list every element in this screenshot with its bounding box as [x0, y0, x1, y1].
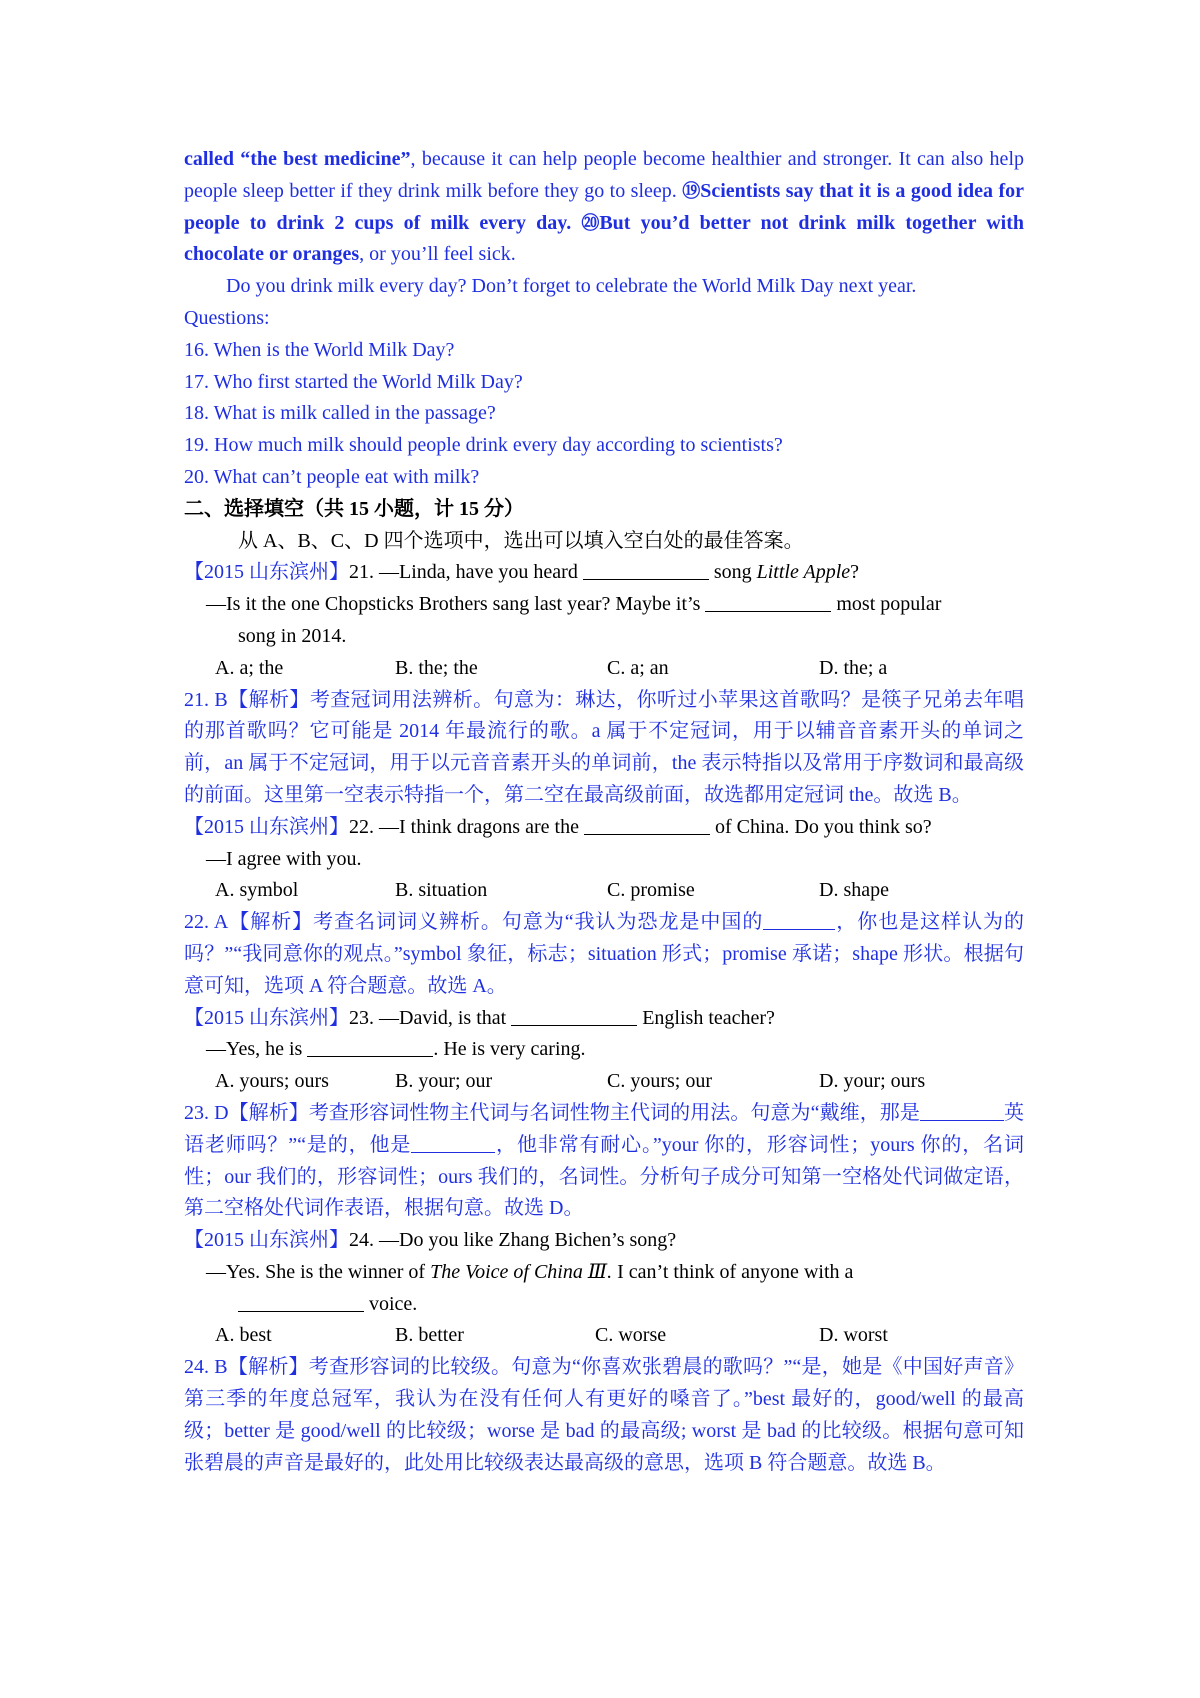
question-stem — [184, 812, 1024, 844]
option-d: D. the; a — [819, 656, 888, 679]
question-item: 17. Who first started the World Milk Day? — [184, 370, 523, 393]
passage-bold-phrase: called “the best medicine” — [184, 148, 411, 170]
passage-paragraph: Do you drink milk every day? Don’t forget to celebrate the World Milk Day next year. — [226, 275, 917, 298]
answer-blank — [238, 1291, 364, 1312]
dialogue-text: I can’t think of anyone with a — [612, 1260, 854, 1283]
stem-text: 22. —I think dragons are the — [349, 815, 584, 838]
stem-text: ? — [850, 561, 860, 584]
option-a: A. symbol — [215, 879, 299, 902]
options-row — [184, 653, 1024, 685]
options-row — [184, 875, 1024, 907]
option-c: C. worse — [595, 1324, 667, 1347]
option-b: B. situation — [395, 879, 488, 902]
option-b: B. the; the — [395, 656, 478, 679]
source-tag: 【2015 山东滨州】 — [184, 561, 349, 584]
analysis-text: 24. B【解析】考查形容词的比较级。句意为“你喜欢张碧晨的歌吗？”“是，她是《中国好声音》第三季的年度总冠军，我认为在没有任何人有更好的嗓音了。”best 最好的，good/well 的最高级；better 是 good/well 的比较级；worse 是 bad 的最高级; worst 是 bad 的比较级。根据句意可知张碧晨的声音是最好的，此处用比较级表达最高级的意思，选项 B 符合题意。故选 B。 — [184, 1356, 1024, 1474]
circled-number-19-icon: ⑲ — [682, 180, 701, 201]
option-b: B. better — [395, 1324, 464, 1347]
options-row — [184, 1320, 1024, 1352]
passage-bold-sentence: Scientists say that it is a good idea for people to drink 2 cups of milk every day. — [184, 179, 1024, 234]
stem-text: 21. —Linda, have you heard — [349, 561, 583, 584]
source-tag: 【2015 山东滨州】 — [184, 1006, 349, 1029]
question-stem — [184, 557, 1024, 589]
song-title: Little Apple — [756, 561, 851, 584]
option-c: C. a; an — [607, 656, 669, 679]
answer-blank — [511, 1005, 637, 1026]
section-instruction: 从 A、B、C、D 四个选项中，选出可以填入空白处的最佳答案。 — [238, 529, 804, 552]
analysis-text — [184, 1098, 1024, 1225]
option-d: D. shape — [819, 879, 889, 902]
dialogue-text: —Yes. She is the winner of — [206, 1260, 431, 1283]
answer-blank — [307, 1036, 433, 1057]
passage-text: , because it can help people become healthier and stronger. It can also help people sleep better if they drink milk before they go to sleep. — [184, 148, 1024, 202]
option-d: D. your; ours — [819, 1070, 926, 1093]
stem-text: song — [708, 561, 757, 584]
answer-blank — [920, 1100, 1004, 1121]
circled-number-20-icon: ⑳ — [581, 212, 600, 233]
option-b: B. your; our — [395, 1070, 493, 1093]
options-row — [184, 1066, 1024, 1098]
analysis-part: ，他非常有耐心。”your 你的，形容词性；yours 你的，名词性；our 我们的，形容词性；ours 我们的，名词性。分析句子成分可知第一空格处代词做定语，第二空格处代词作表语，根据句意。故选 D。 — [184, 1133, 1024, 1220]
source-tag: 【2015 山东滨州】 — [184, 1229, 349, 1252]
dialogue-text: —Is it the one Chopsticks Brothers sang last year? Maybe it’s — [206, 593, 706, 616]
passage-text: , or you’ll feel sick. — [359, 243, 516, 266]
dialogue-line — [184, 1289, 1024, 1321]
stem-text: English teacher? — [637, 1006, 775, 1029]
dialogue-line — [184, 1257, 1024, 1289]
analysis-part: 23. D【解析】考查形容词性物主代词与名词性物主代词的用法。句意为“戴维，那是 — [184, 1101, 920, 1124]
dialogue-line: song in 2014. — [238, 624, 347, 647]
question-stem — [184, 1003, 1024, 1035]
answer-blank — [705, 591, 831, 612]
stem-text: 23. —David, is that — [349, 1006, 512, 1029]
option-c: C. promise — [607, 879, 695, 902]
analysis-part: 英语老师吗？”“是的，他是 — [184, 1101, 1024, 1156]
dialogue-text: most popular — [831, 593, 942, 616]
option-d: D. worst — [819, 1324, 888, 1347]
passage-bold-sentence: But you’d better not drink milk together with chocolate or oranges — [184, 211, 1024, 266]
show-title: The Voice of China Ⅲ. — [430, 1260, 613, 1283]
questions-label: Questions: — [184, 306, 270, 329]
answer-blank — [763, 909, 835, 930]
option-a: A. yours; ours — [215, 1070, 329, 1093]
answer-blank — [583, 559, 709, 580]
option-c: C. yours; our — [607, 1070, 712, 1093]
dialogue-line: —I agree with you. — [206, 847, 362, 870]
option-a: A. best — [215, 1324, 272, 1347]
answer-blank — [584, 814, 710, 835]
question-item: 16. When is the World Milk Day? — [184, 338, 455, 361]
dialogue-text: . He is very caring. — [433, 1038, 586, 1061]
analysis-part: 22. A【解析】考查名词词义辨析。句意为“我认为恐龙是中国的 — [184, 911, 764, 934]
analysis-text: 21. B【解析】考查冠词用法辨析。句意为：琳达，你听过小苹果这首歌吗？是筷子兄弟去年唱的那首歌吗？它可能是 2014 年最流行的歌。a 属于不定冠词，用于以辅音音素开头的单词之前，an 属于不定冠词，用于以元音音素开头的单词前，the 表示特指以及常用于序数词和最高级的前面。这里第一空表示特指一个，第二空在最高级前面，故选都用定冠词 the。故选 B。 — [184, 688, 1024, 806]
dialogue-text: —Yes, he is — [206, 1038, 308, 1061]
answer-blank — [411, 1132, 495, 1153]
section-heading: 二、选择填空（共 15 小题，计 15 分） — [184, 497, 524, 520]
option-a: A. a; the — [215, 656, 284, 679]
dialogue-line — [184, 589, 1024, 621]
question-item: 19. How much milk should people drink every day according to scientists? — [184, 434, 783, 457]
dialogue-line — [184, 1034, 1024, 1066]
dialogue-text: voice. — [364, 1292, 418, 1315]
analysis-text — [184, 907, 1024, 1002]
question-stem — [184, 1225, 1024, 1257]
passage-paragraph — [184, 144, 1024, 271]
stem-text: 24. —Do you like Zhang Bichen’s song? — [349, 1229, 677, 1252]
question-item: 20. What can’t people eat with milk? — [184, 465, 480, 488]
stem-text: of China. Do you think so? — [709, 815, 932, 838]
analysis-part: ，你也是这样认为的吗？”“我同意你的观点。”symbol 象征，标志；situation 形式；promise 承诺；shape 形状。根据句意可知，选项 A 符合题意。故选 A。 — [184, 911, 1025, 997]
source-tag: 【2015 山东滨州】 — [184, 815, 349, 838]
question-item: 18. What is milk called in the passage? — [184, 402, 496, 425]
